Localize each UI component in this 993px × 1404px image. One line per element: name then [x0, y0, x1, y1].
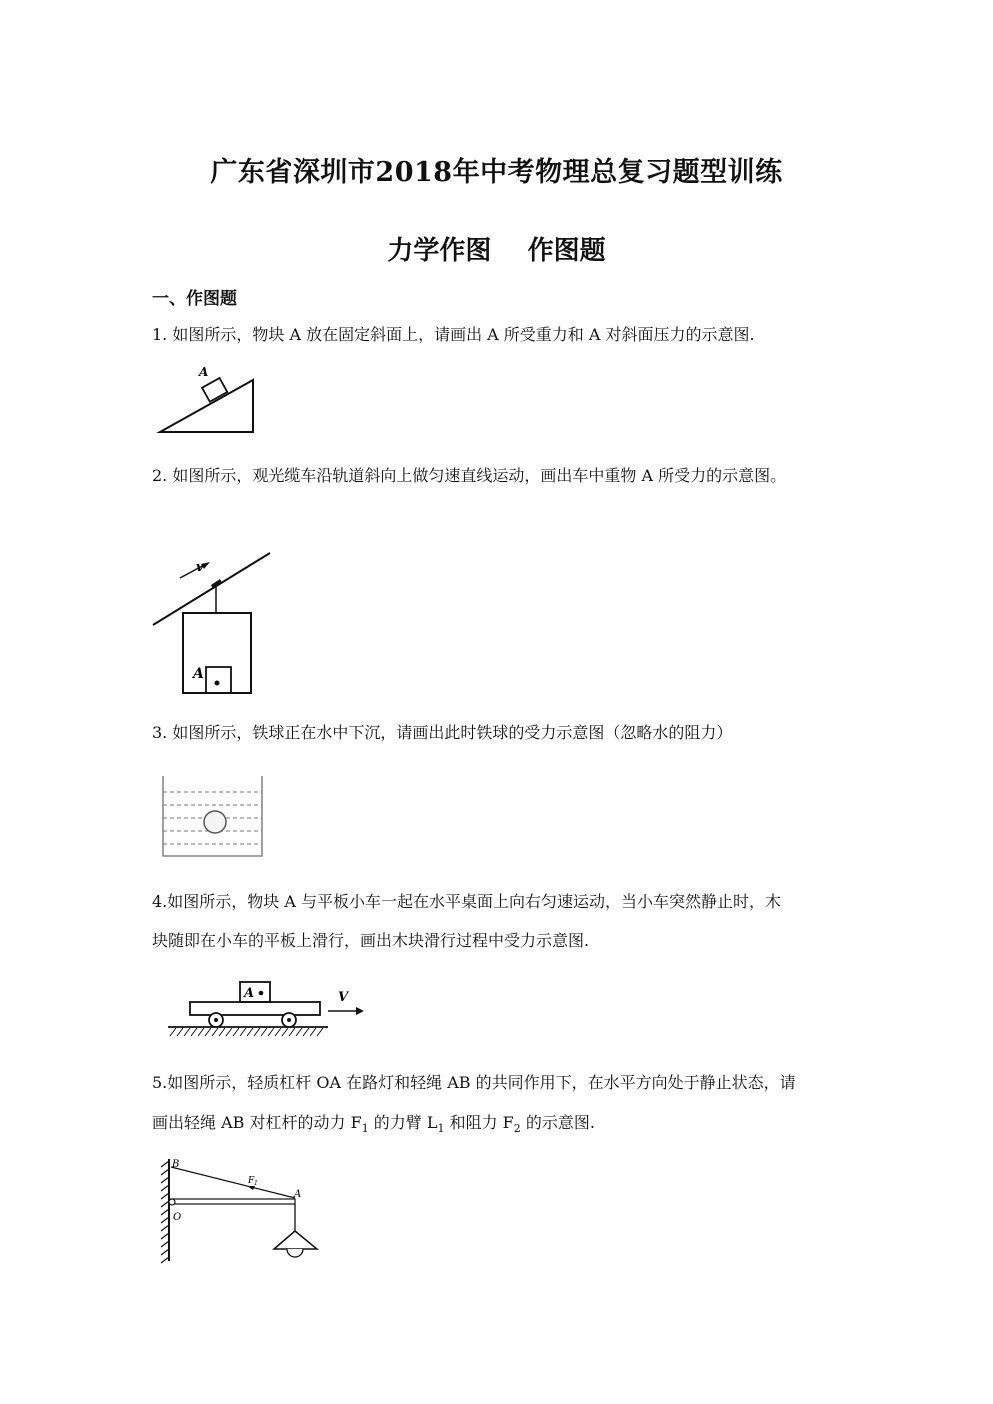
question-5-text-e: 和阻力 F [444, 1113, 514, 1132]
question-5-sub-f1: 1 [361, 1122, 369, 1136]
figure-4-block-label: A [244, 986, 255, 1001]
question-4-line-1: 4.如图所示，物块 A 与平板小车一起在水平桌面上向右匀速运动，当小车突然静止时，木 [152, 892, 781, 911]
question-5-sub-f2: 2 [513, 1122, 521, 1136]
figure-5-label-o: O [173, 1212, 182, 1223]
question-5-text-c: 的力臂 L [368, 1113, 438, 1132]
question-5-sub-l1: 1 [437, 1122, 445, 1136]
figure-2-velocity-label: v [196, 560, 204, 575]
figure-flat-cart [160, 978, 370, 1040]
figure-5-force-label: F [248, 1176, 255, 1186]
figure-water-tank-ball [158, 772, 268, 860]
question-5-text-g: 的示意图. [520, 1113, 595, 1132]
figure-4-velocity-label: V [338, 990, 349, 1005]
figure-cable-car [148, 545, 278, 700]
figure-incline-block [155, 362, 265, 440]
page-subtitle: 力学作图 作图题 [387, 236, 606, 266]
figure-2-block-label: A [193, 666, 204, 682]
figure-5-label-b: B [172, 1159, 180, 1170]
question-4-line-2: 块随即在小车的平板上滑行，画出木块滑行过程中受力示意图. [152, 931, 590, 950]
question-3-text: 3. 如图所示，铁球正在水中下沉，请画出此时铁球的受力示意图（忽略水的阻力） [152, 723, 733, 742]
question-1-text: 1. 如图所示，物块 A 放在固定斜面上，请画出 A 所受重力和 A 对斜面压力的示意图. [152, 325, 755, 344]
figure-5-label-a: A [294, 1189, 302, 1200]
page-title: 广东省深圳市2018年中考物理总复习题型训练 [210, 157, 783, 188]
figure-lever-lamp [155, 1155, 330, 1265]
question-5-text-a: 画出轻绳 AB 对杠杆的动力 F [152, 1113, 362, 1132]
question-2-text: 2. 如图所示，观光缆车沿轨道斜向上做匀速直线运动，画出车中重物 A 所受力的示意图。 [152, 466, 787, 485]
figure-1-label-a: A [199, 365, 209, 379]
section-heading: 一、作图题 [152, 289, 237, 309]
figure-5-force-sub: 1 [254, 1180, 258, 1187]
question-5-line-2 [152, 1113, 595, 1139]
question-5-line-1: 5.如图所示，轻质杠杆 OA 在路灯和轻绳 AB 的共同作用下，在水平方向处于静止状态，请 [152, 1073, 796, 1092]
